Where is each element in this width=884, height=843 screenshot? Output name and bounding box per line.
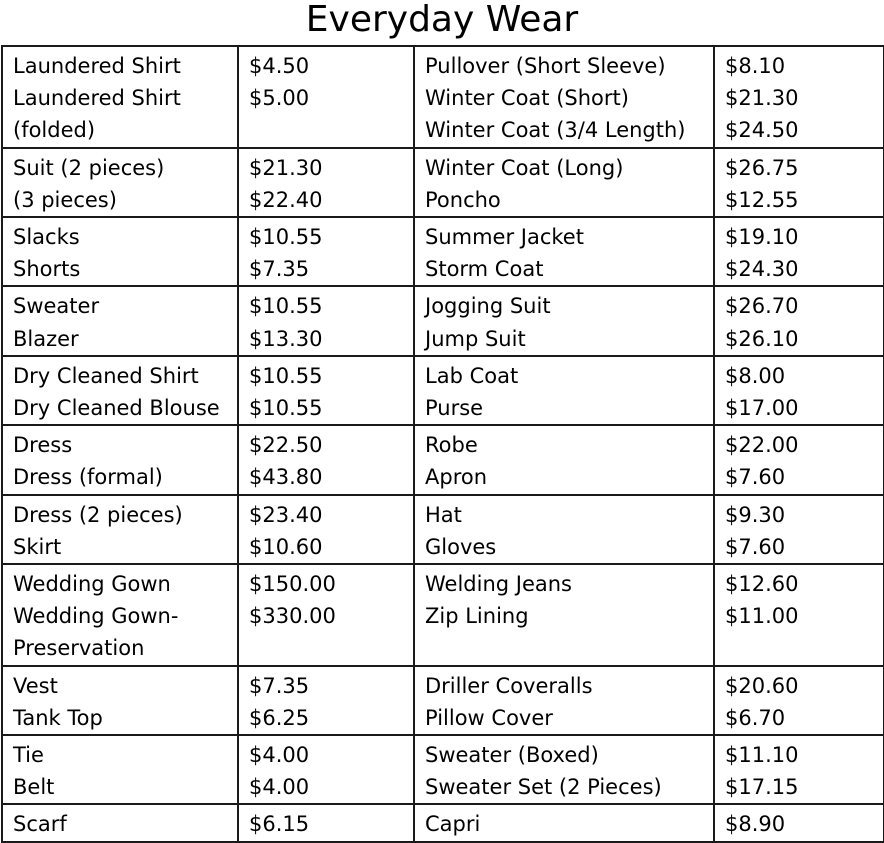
- price-text: $8.10: [725, 54, 786, 78]
- price-text: $12.60: [725, 572, 799, 597]
- item-name-text: Tank Top: [13, 705, 103, 730]
- price-cell: [714, 735, 884, 804]
- item-name-text: Sweater Set (2 Pieces): [425, 775, 662, 800]
- item-name-text: Blazer: [13, 326, 79, 351]
- price-cell: [714, 46, 884, 148]
- table-row: [2, 425, 884, 494]
- item-name-cell: [414, 217, 714, 286]
- price-cell: [714, 804, 884, 841]
- price-text: $20.60: [725, 673, 799, 698]
- price-text: $21.30: [249, 155, 323, 180]
- item-name-text: [425, 632, 713, 664]
- item-name-text: (3 pieces): [13, 187, 117, 212]
- item-name-text: Skirt: [13, 534, 62, 559]
- page-title: [0, 0, 884, 44]
- item-name-text: Dress (formal): [13, 465, 163, 490]
- price-cell: [238, 356, 414, 425]
- price-text: $11.10: [725, 743, 799, 768]
- table-row: [2, 217, 884, 286]
- item-name-text: Sweater (Boxed): [425, 743, 599, 768]
- item-name-text: Preservation: [13, 636, 145, 661]
- price-cell: [238, 495, 414, 564]
- item-name-text: Driller Coveralls: [425, 673, 593, 698]
- item-name-cell: [2, 356, 238, 425]
- price-cell: [714, 148, 884, 217]
- price-cell: [714, 217, 884, 286]
- item-name-cell: [414, 356, 714, 425]
- item-name-text: Robe: [425, 433, 478, 458]
- item-name-text: Welding Jeans: [425, 572, 572, 597]
- item-name-cell: [414, 564, 714, 666]
- table-row: [2, 666, 884, 735]
- price-cell: [238, 666, 414, 735]
- item-name-cell: [2, 735, 238, 804]
- item-name-cell: [2, 564, 238, 666]
- price-text: $10.55: [249, 294, 323, 319]
- item-name-cell: [414, 666, 714, 735]
- price-text: $330.00: [249, 604, 336, 629]
- item-name-text: (folded): [13, 118, 96, 143]
- price-cell: [714, 356, 884, 425]
- price-text: $24.50: [725, 118, 799, 143]
- item-name-text: Jump Suit: [425, 326, 526, 351]
- item-name-cell: [2, 46, 238, 148]
- table-row: [2, 286, 884, 355]
- item-name-text: Tie: [13, 743, 44, 768]
- price-text: $24.30: [725, 257, 799, 282]
- item-name-text: Jogging Suit: [425, 294, 551, 319]
- price-text: $7.35: [249, 257, 310, 282]
- item-name-text: Belt: [13, 775, 55, 800]
- price-cell: [238, 804, 414, 841]
- price-text: $6.15: [249, 812, 310, 837]
- price-text: $7.35: [249, 673, 310, 698]
- item-name-cell: [414, 495, 714, 564]
- price-text: $8.00: [725, 363, 786, 388]
- item-name-cell: [414, 148, 714, 217]
- item-name-cell: [2, 425, 238, 494]
- price-text: $4.50: [249, 54, 310, 78]
- item-name-text: Purse: [425, 396, 484, 421]
- table-row: [2, 356, 884, 425]
- price-text: $9.30: [725, 502, 786, 527]
- item-name-text: Dry Cleaned Blouse: [13, 396, 220, 421]
- price-text: $150.00: [249, 572, 336, 597]
- item-name-text: Shorts: [13, 257, 81, 282]
- item-name-cell: [2, 286, 238, 355]
- price-text: $10.55: [249, 396, 323, 421]
- table-row: [2, 804, 884, 841]
- table-row: [2, 495, 884, 564]
- item-name-cell: [414, 804, 714, 841]
- item-name-text: Laundered Shirt: [13, 86, 181, 111]
- page-title-text: Everyday Wear: [305, 0, 579, 40]
- item-name-text: Gloves: [425, 534, 497, 559]
- item-name-text: Winter Coat (Long): [425, 155, 624, 180]
- price-text: $22.00: [725, 433, 799, 458]
- price-cell: [238, 286, 414, 355]
- price-text: $12.55: [725, 187, 799, 212]
- item-name-text: Dry Cleaned Shirt: [13, 363, 199, 388]
- price-text: $6.25: [249, 705, 310, 730]
- price-cell: [238, 735, 414, 804]
- table-row: [2, 46, 884, 148]
- item-name-text: Slacks: [13, 225, 80, 250]
- price-text: $4.00: [249, 743, 310, 768]
- item-name-text: Scarf: [13, 812, 67, 837]
- price-text: $19.10: [725, 225, 799, 250]
- table-row: [2, 564, 884, 666]
- price-text: $21.30: [725, 86, 799, 111]
- price-cell: [714, 666, 884, 735]
- item-name-text: Zip Lining: [425, 604, 529, 629]
- price-text: $26.70: [725, 294, 799, 319]
- price-text: $22.50: [249, 433, 323, 458]
- price-text: $43.80: [249, 465, 323, 490]
- item-name-text: Hat: [425, 502, 462, 527]
- item-name-cell: [2, 148, 238, 217]
- item-name-cell: [2, 217, 238, 286]
- item-name-text: Wedding Gown-: [13, 604, 179, 629]
- price-text: $13.30: [249, 326, 323, 351]
- price-cell: [714, 564, 884, 666]
- price-table-body: [2, 46, 884, 842]
- table-row: [2, 148, 884, 217]
- item-name-text: Apron: [425, 465, 488, 490]
- price-text: $26.75: [725, 155, 799, 180]
- item-name-text: Dress: [13, 433, 73, 458]
- item-name-text: Vest: [13, 673, 58, 698]
- price-text: $10.55: [249, 225, 323, 250]
- price-text: $17.15: [725, 775, 799, 800]
- price-text: $26.10: [725, 326, 799, 351]
- item-name-text: Capri: [425, 812, 481, 837]
- item-name-cell: [2, 666, 238, 735]
- price-text: $7.60: [725, 534, 786, 559]
- price-text: [249, 114, 413, 146]
- price-text: $8.90: [725, 812, 786, 837]
- item-name-cell: [414, 286, 714, 355]
- price-text: $10.60: [249, 534, 323, 559]
- item-name-text: Pullover (Short Sleeve): [425, 54, 666, 78]
- item-name-cell: [414, 735, 714, 804]
- price-text: $7.60: [725, 465, 786, 490]
- price-cell: [714, 425, 884, 494]
- price-text: $10.55: [249, 363, 323, 388]
- item-name-text: Sweater: [13, 294, 100, 319]
- price-text: [249, 632, 413, 664]
- price-cell: [238, 46, 414, 148]
- item-name-text: Laundered Shirt: [13, 54, 181, 78]
- item-name-text: Lab Coat: [425, 363, 519, 388]
- item-name-text: Pillow Cover: [425, 705, 553, 730]
- item-name-cell: [414, 46, 714, 148]
- price-text: $22.40: [249, 187, 323, 212]
- price-cell: [238, 217, 414, 286]
- price-text: $17.00: [725, 396, 799, 421]
- price-cell: [238, 425, 414, 494]
- item-name-cell: [414, 425, 714, 494]
- price-text: $4.00: [249, 775, 310, 800]
- table-row: [2, 735, 884, 804]
- item-name-text: Winter Coat (3/4 Length): [425, 118, 686, 143]
- price-text: $11.00: [725, 604, 799, 629]
- item-name-cell: [2, 804, 238, 841]
- price-cell: [714, 495, 884, 564]
- item-name-text: Winter Coat (Short): [425, 86, 629, 111]
- item-name-text: Storm Coat: [425, 257, 544, 282]
- item-name-cell: [2, 495, 238, 564]
- price-text: $23.40: [249, 502, 323, 527]
- price-text: $6.70: [725, 705, 786, 730]
- price-cell: [238, 564, 414, 666]
- item-name-text: Suit (2 pieces): [13, 155, 165, 180]
- price-cell: [714, 286, 884, 355]
- price-cell: [238, 148, 414, 217]
- item-name-text: Dress (2 pieces): [13, 502, 183, 527]
- price-text: $5.00: [249, 86, 310, 111]
- item-name-text: Wedding Gown: [13, 572, 171, 597]
- price-text: [725, 632, 883, 664]
- price-table: [1, 45, 884, 843]
- item-name-text: Summer Jacket: [425, 225, 584, 250]
- item-name-text: Poncho: [425, 187, 501, 212]
